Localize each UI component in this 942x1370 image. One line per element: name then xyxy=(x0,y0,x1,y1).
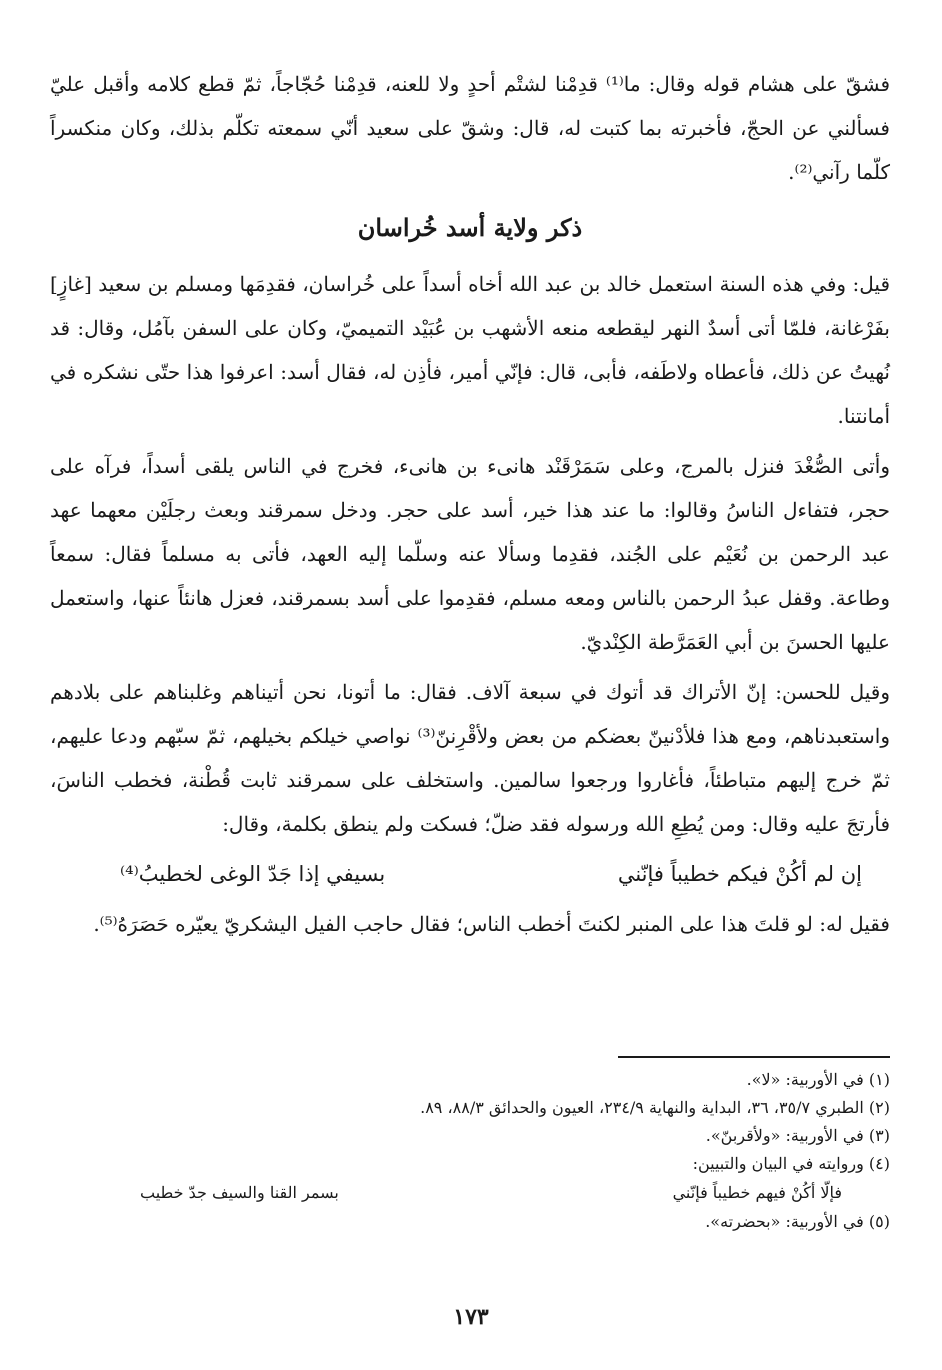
footnote-1: (١) في الأوربية: «لا». xyxy=(746,1070,890,1089)
paragraph-hisham: فشقّ على هشام قوله وقال: ما⁽¹⁾ قدِمْنا لشتْم أحدٍ ولا للعنه، قدِمْنا حُجّاجاً، ثمّ قطع كلامه وأقبل عليّ فسألني عن الحجّ، فأخبرته بما كتبت له، قال: وشقّ على سعيد أنّي سمعته تكلّم بذلك، وكان منكسراً كلّما رآني⁽²⁾. xyxy=(50,72,891,184)
footnote-4: (٤) وروايته في البيان والتبيين: xyxy=(692,1154,890,1173)
section-title: ذكر ولاية أسد خُراسان xyxy=(357,213,583,242)
poem-hemistich-second: بسيفي إذا جَدّ الوغى لخطيبُ⁽⁴⁾ xyxy=(120,862,386,886)
footnote-4-verse xyxy=(50,1178,890,1208)
poem-verse xyxy=(50,846,890,902)
poem-hemistich-first: إن لم أكُنْ فيكم خطيباً فإنّني xyxy=(617,862,862,886)
footnote-4-hemistich-second: بسمر القنا والسيف جدّ خطيب xyxy=(140,1183,339,1202)
paragraph-hajib: فقيل له: لو قلتَ هذا على المنبر لكنتَ أخطب الناس؛ فقال حاجب الفيل اليشكريّ يعيّره حَصَرَهُ⁽⁵⁾. xyxy=(93,912,890,936)
footnote-divider xyxy=(618,1056,890,1058)
footnote-2: (٢) الطبري ٣٥/٧، ٣٦، البداية والنهاية ٢٣٤/٩، العيون والحدائق ٨٨/٣، ٨٩. xyxy=(420,1098,890,1117)
paragraph-sughd: وأتى الصُّغْدَ فنزل بالمرج، وعلى سَمَرْقَنْد هانىء بن هانىء، فخرج في الناس يلقى أسداً، فرآه على حجر، فتفاءل الناسُ وقالوا: ما عند هذا خير، أسد على حجر. ودخل سمرقند وبعث رجلَيْن معهما عهد عبد الرحمن بن نُعَيْم على الجُند، فقدِما وسألا عنه وسلّما إليه العهد، فأتى به مسلماً فقال: سمعاً وطاعة. وقفل عبدُ الرحمن بالناس ومعه مسلم، فقدِموا على أسد بسمرقند، فعزل هانئاً عنها، واستعمل عليها الحسنَ بن أبي العَمَرَّطة الكِنْديّ. xyxy=(50,454,890,654)
page-number: ١٧٣ xyxy=(453,1304,489,1330)
footnote-4-hemistich-first: فإلّا أكُنْ فيهم خطيباً فإنّني xyxy=(672,1183,842,1202)
footnotes xyxy=(50,1066,890,1236)
paragraph-hasan: وقيل للحسن: إنّ الأتراك قد أتوك في سبعة آلاف. فقال: ما أتونا، نحن أتيناهم وغلبناهم على بلادهم واستعبدناهم، ومع هذا فلأدْنينّ بعضكم من بعض ولأقْرِننّ⁽³⁾ نواصي خيلكم بخيلهم، ثمّ سبّهم ودعا عليهم، ثمّ خرج إليهم متباطئاً، فأغاروا ورجعوا سالمين. واستخلف على سمرقند ثابت قُطْنة، فخطب الناسَ، فأرتجَ عليه وقال: ومن يُطِعِ الله ورسوله فقد ضلّ؛ فسكت ولم ينطق بكلمة، وقال: xyxy=(50,680,890,836)
footnote-3: (٣) في الأوربية: «ولأقربنّ». xyxy=(705,1126,890,1145)
paragraph-asad-appointment: قيل: وفي هذه السنة استعمل خالد بن عبد الله أخاه أسداً على خُراسان، فقدِمَها ومسلم بن سعيد [غازٍ] بفَرْغانة، فلمّا أتى أسدٌ النهر ليقطعه منعه الأشهب بن عُبَيْد التميميّ، وكان على السفن بآمُل، وقال: قد نُهيتُ عن ذلك، فأعطاه ولاطَفه، فأبى، قال: فإنّي أمير، فأذِن له، فقال أسد: اعرفوا هذا حتّى نشكره في أمانتنا. xyxy=(50,272,890,428)
footnote-5: (٥) في الأوربية: «بحضرته». xyxy=(705,1212,890,1231)
